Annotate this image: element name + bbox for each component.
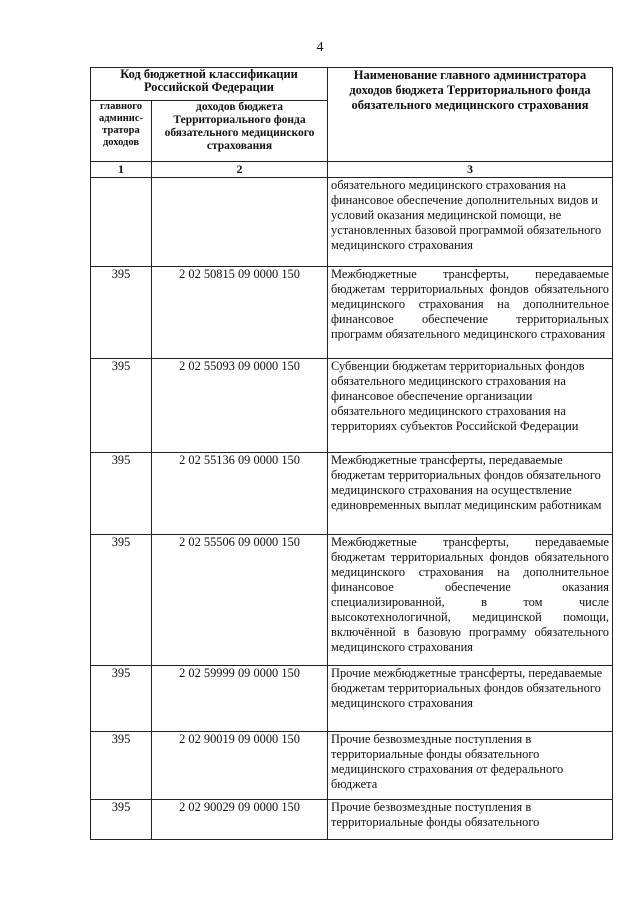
table-row: [91, 453, 613, 535]
header-income-column: доходов бюджета Территориального фонда обязательного медицинского страхования: [152, 101, 328, 162]
name-cell: Межбюджетные трансферты, передаваемые бюджетам территориальных фондов обязательного медицинского страхования на осуществление единовременных выплат медицинским работникам: [328, 453, 613, 535]
admin-code-cell: [91, 178, 152, 267]
table-row: [91, 535, 613, 666]
income-code-cell: 2 02 55506 09 0000 150: [152, 535, 328, 666]
name-cell: обязательного медицинского страхования на финансовое обеспечение дополнительных видов и условий оказания медицинской помощи, не установленных базовой программой обязательного медицинского страхования: [328, 178, 613, 267]
admin-code-cell: 395: [91, 453, 152, 535]
column-number-1: 1: [91, 162, 152, 178]
admin-code-cell: 395: [91, 359, 152, 453]
admin-code-cell: 395: [91, 800, 152, 840]
name-cell: Субвенции бюджетам территориальных фондов обязательного медицинского страхования на финансовое обеспечение организации обязательного медицинского страхования на территориях субъектов Российской Федерации: [328, 359, 613, 453]
table-row: [91, 732, 613, 800]
page-number: 4: [316, 40, 324, 55]
admin-code-cell: 395: [91, 732, 152, 800]
name-cell: Прочие безвозмездные поступления в территориальные фонды обязательного медицинского страхования от федерального бюджета: [328, 732, 613, 800]
income-code-cell: 2 02 55136 09 0000 150: [152, 453, 328, 535]
admin-code-cell: 395: [91, 267, 152, 359]
table-row: [91, 359, 613, 453]
income-code-cell: 2 02 90029 09 0000 150: [152, 800, 328, 840]
column-number-3: 3: [328, 162, 613, 178]
income-code-cell: 2 02 59999 09 0000 150: [152, 666, 328, 732]
name-cell: Межбюджетные трансферты, передаваемые бюджетам территориальных фондов обязательного медицинского страхования на дополнительное финансовое обеспечение территориальных программ обязательного медицинского страхования: [328, 267, 613, 359]
admin-code-cell: 395: [91, 666, 152, 732]
income-code-cell: 2 02 90019 09 0000 150: [152, 732, 328, 800]
table-row: [91, 178, 613, 267]
admin-code-cell: 395: [91, 535, 152, 666]
table-row: [91, 800, 613, 840]
name-cell: Прочие межбюджетные трансферты, передаваемые бюджетам территориальных фондов обязательного медицинского страхования: [328, 666, 613, 732]
table-row: [91, 666, 613, 732]
budget-classification-table: [90, 67, 613, 840]
income-code-cell: [152, 178, 328, 267]
column-number-2: 2: [152, 162, 328, 178]
table-row: [91, 267, 613, 359]
header-admin-column: главного админис-тратора доходов: [91, 101, 152, 162]
income-code-cell: 2 02 50815 09 0000 150: [152, 267, 328, 359]
name-cell: Межбюджетные трансферты, передаваемые бюджетам территориальных фондов обязательного медицинского страхования на дополнительное финансовое обеспечение оказания специализированной, в том числе высокотехнологичной, медицинской помощи, включённой в базовую программу обязательного медицинского страхования: [328, 535, 613, 666]
name-cell: Прочие безвозмездные поступления в территориальные фонды обязательного: [328, 800, 613, 840]
header-code-group: Код бюджетной классификации Российской Федерации: [91, 68, 328, 101]
header-name-column: Наименование главного администратора доходов бюджета Территориального фонда обязательного медицинского страхования: [328, 68, 613, 162]
income-code-cell: 2 02 55093 09 0000 150: [152, 359, 328, 453]
